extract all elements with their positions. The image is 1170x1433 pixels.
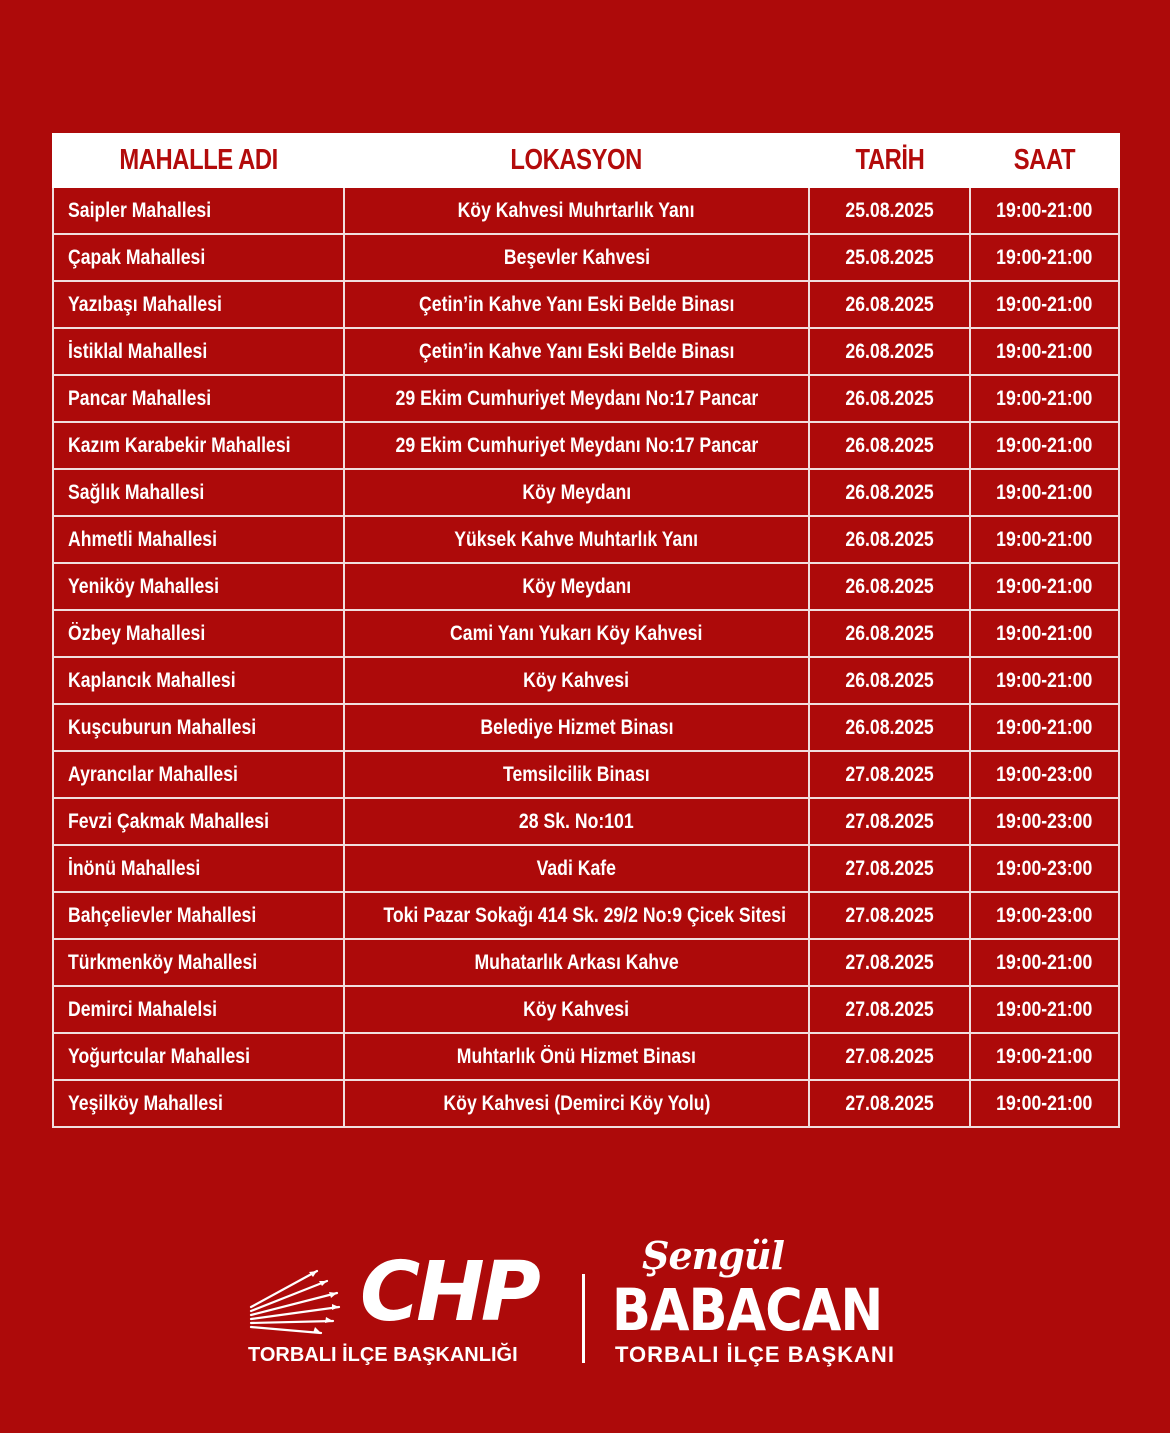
location-cell: Muhtarlık Önü Hizmet Binası <box>344 1033 809 1080</box>
date-cell: 26.08.2025 <box>809 281 970 328</box>
table-row <box>53 516 1119 563</box>
location-cell: Köy Meydanı <box>344 469 809 516</box>
schedule-table-container <box>52 133 1118 1128</box>
leader-first-name: Şengül <box>642 1233 784 1278</box>
leader-title: TORBALI İLÇE BAŞKANI <box>615 1342 895 1367</box>
party-subtitle: TORBALI İLÇE BAŞKANLIĞI <box>248 1344 518 1366</box>
date-cell: 27.08.2025 <box>809 798 970 845</box>
location-cell: Köy Kahvesi <box>344 986 809 1033</box>
location-cell: Vadi Kafe <box>344 845 809 892</box>
date-cell: 26.08.2025 <box>809 422 970 469</box>
time-cell: 19:00-21:00 <box>970 1080 1119 1127</box>
time-cell: 19:00-23:00 <box>970 892 1119 939</box>
date-cell: 27.08.2025 <box>809 939 970 986</box>
table-row <box>53 375 1119 422</box>
table-row <box>53 751 1119 798</box>
time-cell: 19:00-21:00 <box>970 328 1119 375</box>
table-row <box>53 704 1119 751</box>
name-cell: Yazıbaşı Mahallesi <box>53 281 344 328</box>
schedule-table <box>52 133 1120 1128</box>
time-cell: 19:00-21:00 <box>970 422 1119 469</box>
time-cell: 19:00-21:00 <box>970 657 1119 704</box>
location-cell: Temsilcilik Binası <box>344 751 809 798</box>
name-cell: Saipler Mahallesi <box>53 187 344 234</box>
name-cell: Kuşcuburun Mahallesi <box>53 704 344 751</box>
time-cell: 19:00-23:00 <box>970 845 1119 892</box>
location-cell: Köy Meydanı <box>344 563 809 610</box>
location-cell: Belediye Hizmet Binası <box>344 704 809 751</box>
date-cell: 26.08.2025 <box>809 563 970 610</box>
table-row <box>53 469 1119 516</box>
date-cell: 27.08.2025 <box>809 986 970 1033</box>
footer-divider <box>582 1274 585 1363</box>
time-cell: 19:00-21:00 <box>970 563 1119 610</box>
date-cell: 27.08.2025 <box>809 1033 970 1080</box>
name-cell: Çapak Mahallesi <box>53 234 344 281</box>
location-cell: 28 Sk. No:101 <box>344 798 809 845</box>
name-cell: Ayrancılar Mahallesi <box>53 751 344 798</box>
table-row <box>53 563 1119 610</box>
location-cell: Köy Kahvesi <box>344 657 809 704</box>
table-row <box>53 281 1119 328</box>
chp-logo-text: CHP <box>360 1245 537 1340</box>
time-cell: 19:00-23:00 <box>970 751 1119 798</box>
name-cell: Demirci Mahalelsi <box>53 986 344 1033</box>
table-row <box>53 422 1119 469</box>
table-row <box>53 187 1119 234</box>
header-name: MAHALLE ADI <box>53 134 344 187</box>
name-cell: Ahmetli Mahallesi <box>53 516 344 563</box>
table-row <box>53 1033 1119 1080</box>
table-row <box>53 892 1119 939</box>
location-cell: Çetin’in Kahve Yanı Eski Belde Binası <box>344 328 809 375</box>
time-cell: 19:00-21:00 <box>970 516 1119 563</box>
date-cell: 26.08.2025 <box>809 657 970 704</box>
time-cell: 19:00-21:00 <box>970 704 1119 751</box>
location-cell: 29 Ekim Cumhuriyet Meydanı No:17 Pancar <box>344 422 809 469</box>
table-header-row <box>53 134 1119 187</box>
header-location: LOKASYON <box>344 134 809 187</box>
location-cell: Toki Pazar Sokağı 414 Sk. 29/2 No:9 Çicek Sitesi <box>344 892 809 939</box>
name-cell: Türkmenköy Mahallesi <box>53 939 344 986</box>
name-cell: Kazım Karabekir Mahallesi <box>53 422 344 469</box>
table-row <box>53 845 1119 892</box>
name-cell: İstiklal Mahallesi <box>53 328 344 375</box>
location-cell: Köy Kahvesi (Demirci Köy Yolu) <box>344 1080 809 1127</box>
time-cell: 19:00-21:00 <box>970 187 1119 234</box>
table-row <box>53 610 1119 657</box>
date-cell: 27.08.2025 <box>809 845 970 892</box>
name-cell: Fevzi Çakmak Mahallesi <box>53 798 344 845</box>
name-cell: Yeniköy Mahallesi <box>53 563 344 610</box>
location-cell: Yüksek Kahve Muhtarlık Yanı <box>344 516 809 563</box>
header-date: TARİH <box>809 134 970 187</box>
table-row <box>53 657 1119 704</box>
location-cell: Beşevler Kahvesi <box>344 234 809 281</box>
time-cell: 19:00-21:00 <box>970 281 1119 328</box>
name-cell: Özbey Mahallesi <box>53 610 344 657</box>
name-cell: İnönü Mahallesi <box>53 845 344 892</box>
date-cell: 26.08.2025 <box>809 375 970 422</box>
time-cell: 19:00-21:00 <box>970 469 1119 516</box>
time-cell: 19:00-21:00 <box>970 610 1119 657</box>
table-row <box>53 986 1119 1033</box>
leader-last-name: BABACAN <box>612 1276 883 1344</box>
table-row <box>53 798 1119 845</box>
time-cell: 19:00-23:00 <box>970 798 1119 845</box>
name-cell: Pancar Mahallesi <box>53 375 344 422</box>
time-cell: 19:00-21:00 <box>970 375 1119 422</box>
name-cell: Yeşilköy Mahallesi <box>53 1080 344 1127</box>
location-cell: Köy Kahvesi Muhrtarlık Yanı <box>344 187 809 234</box>
name-cell: Sağlık Mahallesi <box>53 469 344 516</box>
table-row <box>53 328 1119 375</box>
date-cell: 27.08.2025 <box>809 751 970 798</box>
table-row <box>53 1080 1119 1127</box>
date-cell: 26.08.2025 <box>809 610 970 657</box>
footer-logos <box>0 1230 1170 1380</box>
location-cell: Cami Yanı Yukarı Köy Kahvesi <box>344 610 809 657</box>
time-cell: 19:00-21:00 <box>970 1033 1119 1080</box>
date-cell: 25.08.2025 <box>809 187 970 234</box>
name-cell: Kaplancık Mahallesi <box>53 657 344 704</box>
time-cell: 19:00-21:00 <box>970 234 1119 281</box>
location-cell: 29 Ekim Cumhuriyet Meydanı No:17 Pancar <box>344 375 809 422</box>
time-cell: 19:00-21:00 <box>970 939 1119 986</box>
table-row <box>53 939 1119 986</box>
date-cell: 27.08.2025 <box>809 892 970 939</box>
location-cell: Muhatarlık Arkası Kahve <box>344 939 809 986</box>
date-cell: 26.08.2025 <box>809 328 970 375</box>
chp-six-arrows-icon <box>247 1267 347 1337</box>
table-row <box>53 234 1119 281</box>
date-cell: 25.08.2025 <box>809 234 970 281</box>
time-cell: 19:00-21:00 <box>970 986 1119 1033</box>
header-time: SAAT <box>970 134 1119 187</box>
date-cell: 27.08.2025 <box>809 1080 970 1127</box>
date-cell: 26.08.2025 <box>809 704 970 751</box>
name-cell: Bahçelievler Mahallesi <box>53 892 344 939</box>
date-cell: 26.08.2025 <box>809 469 970 516</box>
name-cell: Yoğurtcular Mahallesi <box>53 1033 344 1080</box>
date-cell: 26.08.2025 <box>809 516 970 563</box>
location-cell: Çetin’in Kahve Yanı Eski Belde Binası <box>344 281 809 328</box>
